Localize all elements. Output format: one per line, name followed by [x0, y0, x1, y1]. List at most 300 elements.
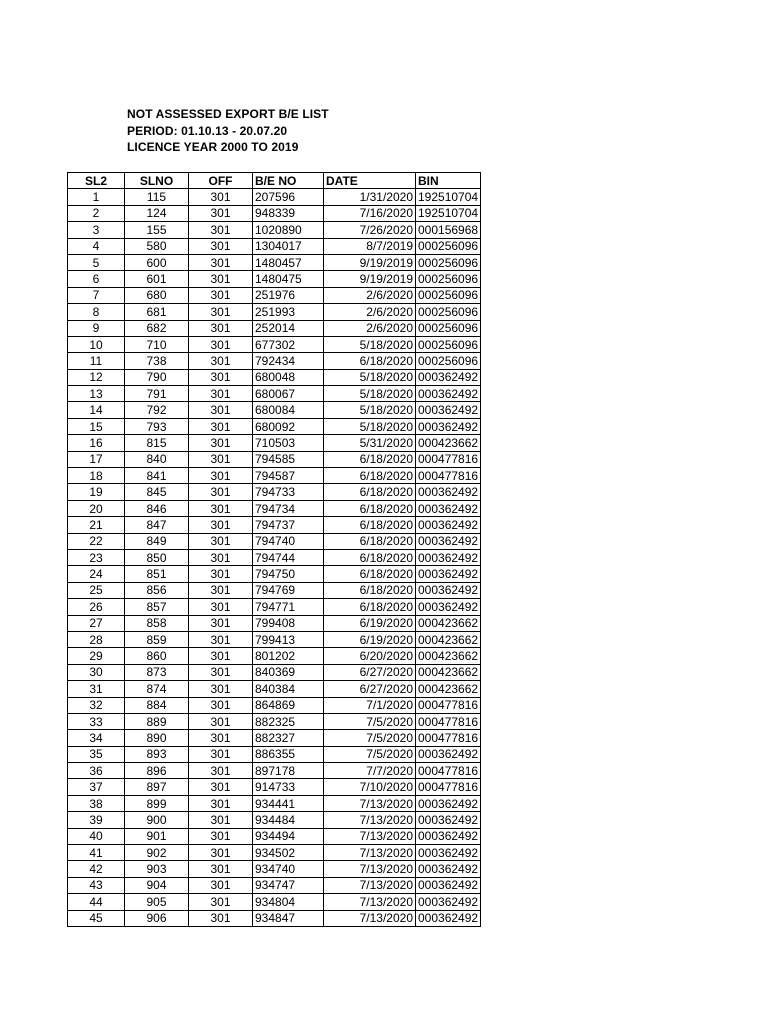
cell-be-no: 801202: [253, 648, 324, 664]
cell-slno: 681: [125, 304, 189, 320]
cell-bin: 000477816: [416, 468, 481, 484]
cell-date: 6/18/2020: [324, 500, 416, 516]
cell-be-no: 794771: [253, 599, 324, 615]
cell-date: 2/6/2020: [324, 287, 416, 303]
cell-sl2: 27: [68, 615, 125, 631]
cell-off: 301: [189, 730, 253, 746]
cell-bin: 000362492: [416, 828, 481, 844]
cell-slno: 840: [125, 451, 189, 467]
cell-date: 2/6/2020: [324, 320, 416, 336]
cell-sl2: 10: [68, 336, 125, 352]
cell-bin: 000362492: [416, 402, 481, 418]
cell-date: 6/18/2020: [324, 517, 416, 533]
cell-slno: 790: [125, 369, 189, 385]
cell-bin: 000362492: [416, 894, 481, 910]
cell-off: 301: [189, 468, 253, 484]
cell-be-no: 677302: [253, 336, 324, 352]
cell-bin: 000362492: [416, 812, 481, 828]
cell-slno: 841: [125, 468, 189, 484]
cell-sl2: 3: [68, 222, 125, 238]
cell-date: 7/16/2020: [324, 205, 416, 221]
cell-sl2: 29: [68, 648, 125, 664]
cell-be-no: 794744: [253, 549, 324, 565]
cell-slno: 893: [125, 746, 189, 762]
cell-sl2: 9: [68, 320, 125, 336]
cell-slno: 847: [125, 517, 189, 533]
cell-sl2: 23: [68, 549, 125, 565]
cell-slno: 899: [125, 795, 189, 811]
cell-bin: 000362492: [416, 582, 481, 598]
cell-slno: 890: [125, 730, 189, 746]
cell-date: 6/18/2020: [324, 484, 416, 500]
cell-slno: 845: [125, 484, 189, 500]
cell-sl2: 16: [68, 435, 125, 451]
table-row: [68, 894, 481, 910]
cell-date: 5/18/2020: [324, 336, 416, 352]
cell-bin: 000477816: [416, 763, 481, 779]
cell-date: 6/27/2020: [324, 681, 416, 697]
cell-sl2: 34: [68, 730, 125, 746]
cell-sl2: 2: [68, 205, 125, 221]
cell-bin: 000477816: [416, 713, 481, 729]
cell-off: 301: [189, 304, 253, 320]
cell-off: 301: [189, 287, 253, 303]
cell-be-no: 794769: [253, 582, 324, 598]
cell-date: 6/20/2020: [324, 648, 416, 664]
cell-off: 301: [189, 861, 253, 877]
table-row: [68, 599, 481, 615]
cell-off: 301: [189, 369, 253, 385]
column-header-date: DATE: [324, 173, 416, 189]
cell-date: 5/18/2020: [324, 386, 416, 402]
cell-slno: 905: [125, 894, 189, 910]
table-row: [68, 763, 481, 779]
cell-date: 6/18/2020: [324, 533, 416, 549]
table-row: [68, 418, 481, 434]
cell-be-no: 934804: [253, 894, 324, 910]
cell-date: 7/5/2020: [324, 746, 416, 762]
cell-be-no: 1020890: [253, 222, 324, 238]
cell-sl2: 42: [68, 861, 125, 877]
cell-off: 301: [189, 500, 253, 516]
table-body: [68, 189, 481, 927]
cell-date: 5/18/2020: [324, 369, 416, 385]
cell-sl2: 26: [68, 599, 125, 615]
cell-off: 301: [189, 222, 253, 238]
cell-date: 6/19/2020: [324, 631, 416, 647]
cell-date: 7/13/2020: [324, 894, 416, 910]
table-row: [68, 386, 481, 402]
cell-bin: 000423662: [416, 648, 481, 664]
cell-sl2: 41: [68, 845, 125, 861]
cell-date: 9/19/2019: [324, 254, 416, 270]
table-row: [68, 254, 481, 270]
cell-be-no: 799408: [253, 615, 324, 631]
cell-bin: 000362492: [416, 418, 481, 434]
cell-bin: 000256096: [416, 353, 481, 369]
cell-sl2: 39: [68, 812, 125, 828]
cell-slno: 889: [125, 713, 189, 729]
cell-sl2: 17: [68, 451, 125, 467]
table-row: [68, 681, 481, 697]
cell-off: 301: [189, 615, 253, 631]
cell-date: 6/18/2020: [324, 599, 416, 615]
cell-sl2: 6: [68, 271, 125, 287]
cell-slno: 897: [125, 779, 189, 795]
table-row: [68, 500, 481, 516]
cell-sl2: 14: [68, 402, 125, 418]
cell-bin: 000362492: [416, 386, 481, 402]
cell-date: 7/13/2020: [324, 845, 416, 861]
cell-slno: 680: [125, 287, 189, 303]
cell-off: 301: [189, 517, 253, 533]
cell-off: 301: [189, 910, 253, 926]
table-row: [68, 845, 481, 861]
cell-be-no: 794587: [253, 468, 324, 484]
column-header-sl2: SL2: [68, 173, 125, 189]
table-row: [68, 369, 481, 385]
cell-slno: 900: [125, 812, 189, 828]
cell-off: 301: [189, 402, 253, 418]
table-row: [68, 484, 481, 500]
cell-sl2: 31: [68, 681, 125, 697]
cell-be-no: 897178: [253, 763, 324, 779]
cell-date: 5/31/2020: [324, 435, 416, 451]
cell-off: 301: [189, 271, 253, 287]
cell-sl2: 5: [68, 254, 125, 270]
cell-be-no: 792434: [253, 353, 324, 369]
cell-be-no: 794734: [253, 500, 324, 516]
cell-be-no: 864869: [253, 697, 324, 713]
table-row: [68, 287, 481, 303]
cell-date: 7/26/2020: [324, 222, 416, 238]
cell-bin: 000423662: [416, 435, 481, 451]
cell-off: 301: [189, 386, 253, 402]
cell-be-no: 710503: [253, 435, 324, 451]
column-header-off: OFF: [189, 173, 253, 189]
table-row: [68, 304, 481, 320]
cell-off: 301: [189, 484, 253, 500]
cell-bin: 000256096: [416, 304, 481, 320]
cell-slno: 896: [125, 763, 189, 779]
cell-slno: 815: [125, 435, 189, 451]
table-row: [68, 549, 481, 565]
table-row: [68, 582, 481, 598]
cell-off: 301: [189, 681, 253, 697]
cell-sl2: 32: [68, 697, 125, 713]
cell-date: 6/19/2020: [324, 615, 416, 631]
cell-be-no: 914733: [253, 779, 324, 795]
cell-date: 2/6/2020: [324, 304, 416, 320]
table-row: [68, 271, 481, 287]
cell-bin: 000256096: [416, 287, 481, 303]
cell-bin: 000256096: [416, 254, 481, 270]
table-row: [68, 730, 481, 746]
cell-slno: 600: [125, 254, 189, 270]
cell-slno: 851: [125, 566, 189, 582]
cell-date: 7/13/2020: [324, 795, 416, 811]
cell-slno: 873: [125, 664, 189, 680]
table-row: [68, 795, 481, 811]
table-row: [68, 861, 481, 877]
cell-date: 1/31/2020: [324, 189, 416, 205]
cell-date: 9/19/2019: [324, 271, 416, 287]
cell-slno: 874: [125, 681, 189, 697]
cell-bin: 000423662: [416, 615, 481, 631]
table-row: [68, 320, 481, 336]
cell-be-no: 1304017: [253, 238, 324, 254]
cell-bin: 000362492: [416, 599, 481, 615]
cell-bin: 000362492: [416, 845, 481, 861]
cell-sl2: 36: [68, 763, 125, 779]
table-row: [68, 189, 481, 205]
cell-bin: 000477816: [416, 730, 481, 746]
cell-sl2: 33: [68, 713, 125, 729]
table-row: [68, 205, 481, 221]
cell-slno: 860: [125, 648, 189, 664]
cell-off: 301: [189, 533, 253, 549]
cell-date: 6/18/2020: [324, 353, 416, 369]
cell-off: 301: [189, 713, 253, 729]
cell-bin: 000362492: [416, 500, 481, 516]
cell-bin: 000477816: [416, 697, 481, 713]
column-header-slno: SLNO: [125, 173, 189, 189]
cell-slno: 856: [125, 582, 189, 598]
cell-off: 301: [189, 779, 253, 795]
cell-off: 301: [189, 238, 253, 254]
cell-be-no: 799413: [253, 631, 324, 647]
cell-sl2: 38: [68, 795, 125, 811]
cell-bin: 000362492: [416, 795, 481, 811]
cell-off: 301: [189, 205, 253, 221]
cell-be-no: 840369: [253, 664, 324, 680]
cell-bin: 000362492: [416, 549, 481, 565]
cell-slno: 155: [125, 222, 189, 238]
cell-sl2: 25: [68, 582, 125, 598]
cell-be-no: 680067: [253, 386, 324, 402]
table-row: [68, 910, 481, 926]
cell-be-no: 794740: [253, 533, 324, 549]
cell-be-no: 934502: [253, 845, 324, 861]
cell-slno: 793: [125, 418, 189, 434]
cell-sl2: 22: [68, 533, 125, 549]
cell-date: 6/18/2020: [324, 549, 416, 565]
cell-off: 301: [189, 763, 253, 779]
table-row: [68, 566, 481, 582]
cell-off: 301: [189, 746, 253, 762]
cell-bin: 000423662: [416, 681, 481, 697]
cell-off: 301: [189, 828, 253, 844]
cell-be-no: 251993: [253, 304, 324, 320]
cell-off: 301: [189, 664, 253, 680]
cell-sl2: 8: [68, 304, 125, 320]
cell-bin: 000423662: [416, 664, 481, 680]
cell-be-no: 251976: [253, 287, 324, 303]
cell-off: 301: [189, 254, 253, 270]
table-row: [68, 533, 481, 549]
table-row: [68, 435, 481, 451]
cell-off: 301: [189, 336, 253, 352]
cell-be-no: 934740: [253, 861, 324, 877]
cell-slno: 601: [125, 271, 189, 287]
cell-be-no: 794733: [253, 484, 324, 500]
cell-slno: 850: [125, 549, 189, 565]
cell-bin: 000362492: [416, 910, 481, 926]
table-row: [68, 468, 481, 484]
cell-slno: 791: [125, 386, 189, 402]
cell-be-no: 840384: [253, 681, 324, 697]
cell-off: 301: [189, 894, 253, 910]
cell-sl2: 1: [68, 189, 125, 205]
cell-slno: 859: [125, 631, 189, 647]
cell-slno: 792: [125, 402, 189, 418]
cell-be-no: 882327: [253, 730, 324, 746]
cell-sl2: 28: [68, 631, 125, 647]
table-row: [68, 648, 481, 664]
cell-slno: 849: [125, 533, 189, 549]
cell-be-no: 680092: [253, 418, 324, 434]
cell-date: 6/18/2020: [324, 451, 416, 467]
cell-slno: 857: [125, 599, 189, 615]
cell-date: 7/10/2020: [324, 779, 416, 795]
cell-date: 7/5/2020: [324, 713, 416, 729]
cell-slno: 710: [125, 336, 189, 352]
table-row: [68, 517, 481, 533]
cell-be-no: 794737: [253, 517, 324, 533]
cell-sl2: 45: [68, 910, 125, 926]
cell-bin: 192510704: [416, 189, 481, 205]
cell-date: 7/5/2020: [324, 730, 416, 746]
cell-off: 301: [189, 451, 253, 467]
cell-sl2: 7: [68, 287, 125, 303]
cell-date: 8/7/2019: [324, 238, 416, 254]
cell-bin: 000362492: [416, 533, 481, 549]
table-header-row: [68, 173, 481, 189]
cell-sl2: 43: [68, 877, 125, 893]
column-header-be-no: B/E NO: [253, 173, 324, 189]
table-row: [68, 238, 481, 254]
cell-off: 301: [189, 320, 253, 336]
report-period: PERIOD: 01.10.13 - 20.07.20: [127, 123, 288, 138]
cell-slno: 115: [125, 189, 189, 205]
table-row: [68, 222, 481, 238]
cell-off: 301: [189, 435, 253, 451]
cell-bin: 000256096: [416, 271, 481, 287]
cell-date: 7/7/2020: [324, 763, 416, 779]
cell-slno: 858: [125, 615, 189, 631]
cell-be-no: 882325: [253, 713, 324, 729]
cell-be-no: 680084: [253, 402, 324, 418]
cell-bin: 000362492: [416, 861, 481, 877]
cell-be-no: 1480457: [253, 254, 324, 270]
cell-off: 301: [189, 566, 253, 582]
cell-be-no: 886355: [253, 746, 324, 762]
cell-off: 301: [189, 877, 253, 893]
cell-sl2: 30: [68, 664, 125, 680]
cell-date: 6/18/2020: [324, 468, 416, 484]
cell-bin: 000477816: [416, 451, 481, 467]
table-row: [68, 336, 481, 352]
cell-slno: 901: [125, 828, 189, 844]
cell-sl2: 11: [68, 353, 125, 369]
cell-be-no: 680048: [253, 369, 324, 385]
cell-sl2: 21: [68, 517, 125, 533]
table-row: [68, 451, 481, 467]
cell-slno: 124: [125, 205, 189, 221]
cell-date: 6/18/2020: [324, 566, 416, 582]
cell-sl2: 13: [68, 386, 125, 402]
cell-be-no: 934441: [253, 795, 324, 811]
cell-bin: 000477816: [416, 779, 481, 795]
cell-slno: 904: [125, 877, 189, 893]
cell-sl2: 18: [68, 468, 125, 484]
cell-bin: 000362492: [416, 369, 481, 385]
cell-sl2: 19: [68, 484, 125, 500]
cell-date: 7/13/2020: [324, 828, 416, 844]
cell-sl2: 37: [68, 779, 125, 795]
cell-date: 7/13/2020: [324, 861, 416, 877]
cell-sl2: 15: [68, 418, 125, 434]
cell-off: 301: [189, 582, 253, 598]
cell-off: 301: [189, 353, 253, 369]
cell-date: 5/18/2020: [324, 418, 416, 434]
cell-sl2: 40: [68, 828, 125, 844]
cell-bin: 000362492: [416, 877, 481, 893]
cell-sl2: 44: [68, 894, 125, 910]
cell-slno: 580: [125, 238, 189, 254]
document-header: [127, 106, 329, 156]
table-row: [68, 353, 481, 369]
cell-off: 301: [189, 812, 253, 828]
table-row: [68, 828, 481, 844]
table-row: [68, 631, 481, 647]
cell-slno: 902: [125, 845, 189, 861]
cell-be-no: 1480475: [253, 271, 324, 287]
cell-bin: 000362492: [416, 566, 481, 582]
table-row: [68, 697, 481, 713]
cell-bin: 000423662: [416, 631, 481, 647]
cell-be-no: 207596: [253, 189, 324, 205]
cell-date: 7/13/2020: [324, 812, 416, 828]
cell-bin: 000362492: [416, 746, 481, 762]
cell-off: 301: [189, 795, 253, 811]
table-row: [68, 779, 481, 795]
cell-off: 301: [189, 648, 253, 664]
cell-sl2: 24: [68, 566, 125, 582]
be-list-table: [67, 172, 481, 927]
cell-off: 301: [189, 549, 253, 565]
cell-be-no: 794585: [253, 451, 324, 467]
cell-bin: 000362492: [416, 517, 481, 533]
cell-sl2: 12: [68, 369, 125, 385]
cell-date: 5/18/2020: [324, 402, 416, 418]
cell-off: 301: [189, 631, 253, 647]
cell-be-no: 794750: [253, 566, 324, 582]
cell-bin: 000362492: [416, 484, 481, 500]
cell-sl2: 35: [68, 746, 125, 762]
cell-sl2: 20: [68, 500, 125, 516]
cell-bin: 000256096: [416, 238, 481, 254]
column-header-bin: BIN: [416, 173, 481, 189]
cell-slno: 906: [125, 910, 189, 926]
cell-off: 301: [189, 697, 253, 713]
cell-be-no: 934494: [253, 828, 324, 844]
cell-bin: 000156968: [416, 222, 481, 238]
table-row: [68, 812, 481, 828]
cell-off: 301: [189, 845, 253, 861]
table-row: [68, 615, 481, 631]
cell-date: 6/18/2020: [324, 582, 416, 598]
